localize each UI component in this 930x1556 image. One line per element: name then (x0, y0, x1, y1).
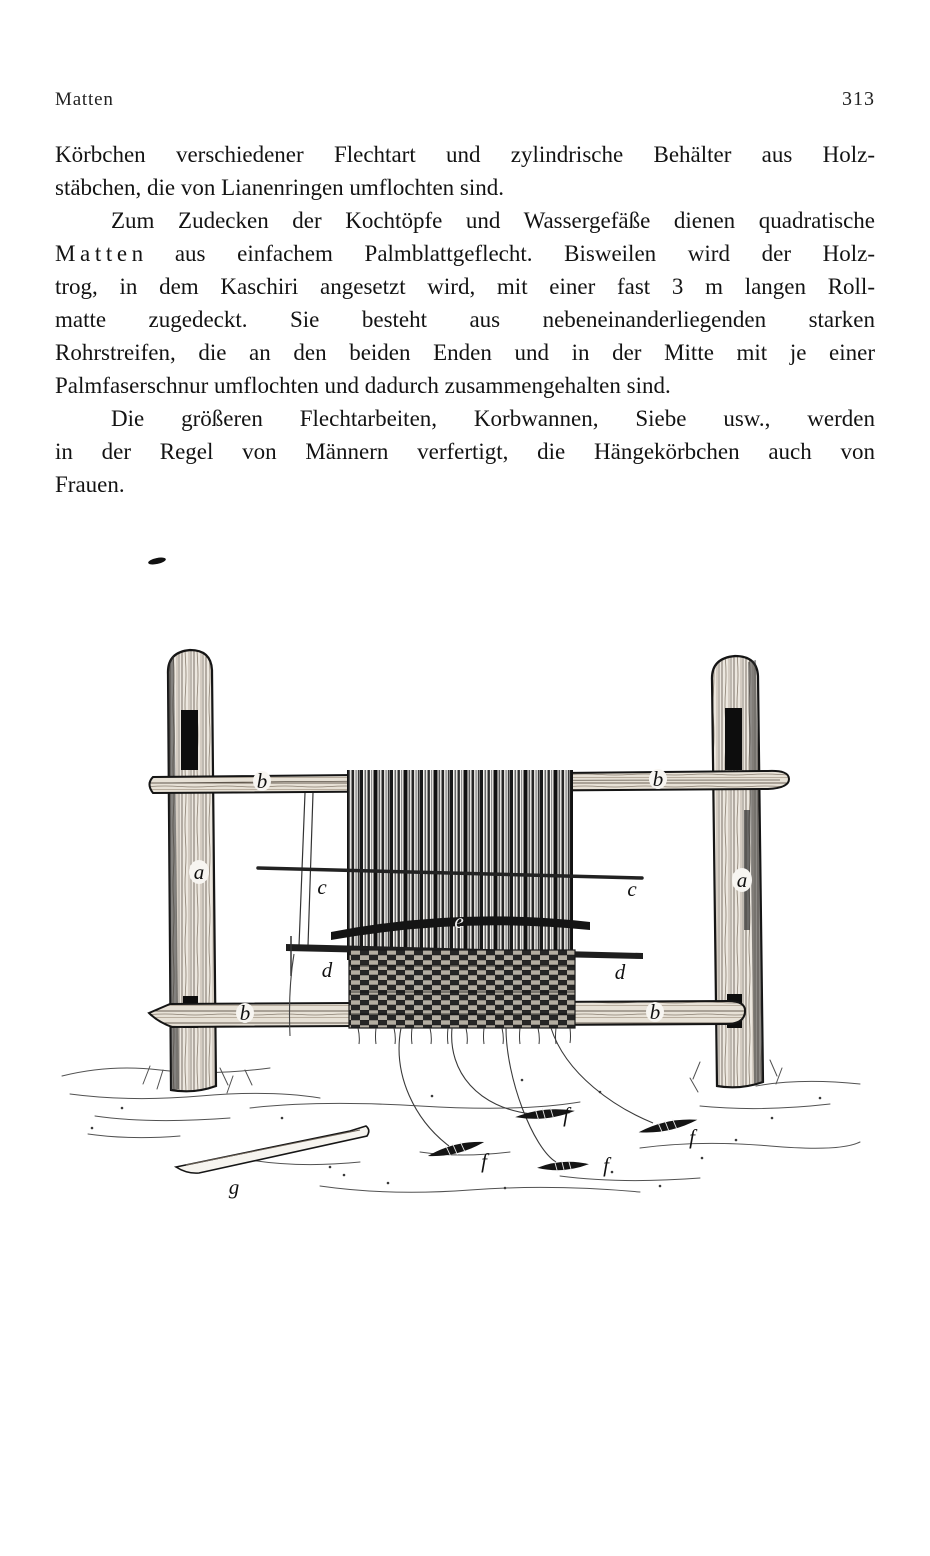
weft-threads (399, 1028, 653, 1162)
figure-label-shuttle-3: f (603, 1153, 609, 1177)
text-line: matte zugedeckt. Sie besteht aus nebeneinanderliegenden starken (55, 307, 875, 332)
figure-label-shed-rod-right: c (627, 877, 637, 901)
text-line: Zum Zudecken der Kochtöpfe und Wassergefäße dienen quadratische (111, 208, 875, 233)
figure-label-beam-top-left: b (256, 769, 268, 793)
woven-band (349, 950, 575, 1028)
figure-label-sword: g (228, 1175, 240, 1199)
text-line: Körbchen verschiedener Flechtart und zylindrische Behälter aus Holz- (55, 142, 875, 167)
figure-label-beam-top-right: b (652, 767, 664, 791)
figure-label-shed-rod-left: c (317, 875, 327, 899)
figure-label-heddle-rod-left: d (321, 958, 333, 982)
weaving-sword (176, 1126, 369, 1173)
page-number: 313 (842, 88, 875, 110)
shuttle (426, 1136, 485, 1162)
text-line: Rohrstreifen, die an den beiden Enden und in der Mitte mit je einer (55, 340, 875, 365)
text-line: Die größeren Flechtarbeiten, Korbwannen, Siebe usw., werden (111, 406, 875, 431)
text-line: Palmfaserschnur umflochten und dadurch zusammengehalten sind. (55, 373, 671, 398)
body-text (55, 138, 875, 501)
text-line: M a t t e n aus einfachem Palmblattgeflecht. Bisweilen wird der Holz- (55, 241, 875, 266)
figure-label-beam-bottom-right: b (649, 1000, 661, 1024)
ink-speck (148, 556, 167, 566)
text-line: in der Regel von Männern verfertigt, die Hängekörbchen auch von (55, 439, 875, 464)
figure-label-shuttle-4: f (689, 1125, 695, 1149)
shuttle (537, 1159, 590, 1174)
figure-label-beam-bottom-left: b (239, 1001, 251, 1025)
loom-figure (0, 540, 930, 1260)
page-header (55, 88, 875, 111)
text-line: Frauen. (55, 472, 125, 497)
loom-illustration (0, 540, 930, 1260)
fringe-threads (358, 1028, 571, 1044)
text-line: stäbchen, die von Lianenringen umflochten sind. (55, 175, 505, 200)
figure-label-shuttle-1: f (481, 1149, 487, 1173)
figure-label-beater: e (454, 909, 464, 933)
figure-label-shuttle-2: f (563, 1103, 569, 1127)
figure-label-post-left: a (193, 860, 205, 884)
figure-label-heddle-rod-right: d (614, 960, 626, 984)
text-line: trog, in dem Kaschiri angesetzt wird, mit einer fast 3 m langen Roll- (55, 274, 875, 299)
figure-label-post-right: a (736, 868, 748, 892)
running-header-title: Matten (55, 89, 114, 110)
